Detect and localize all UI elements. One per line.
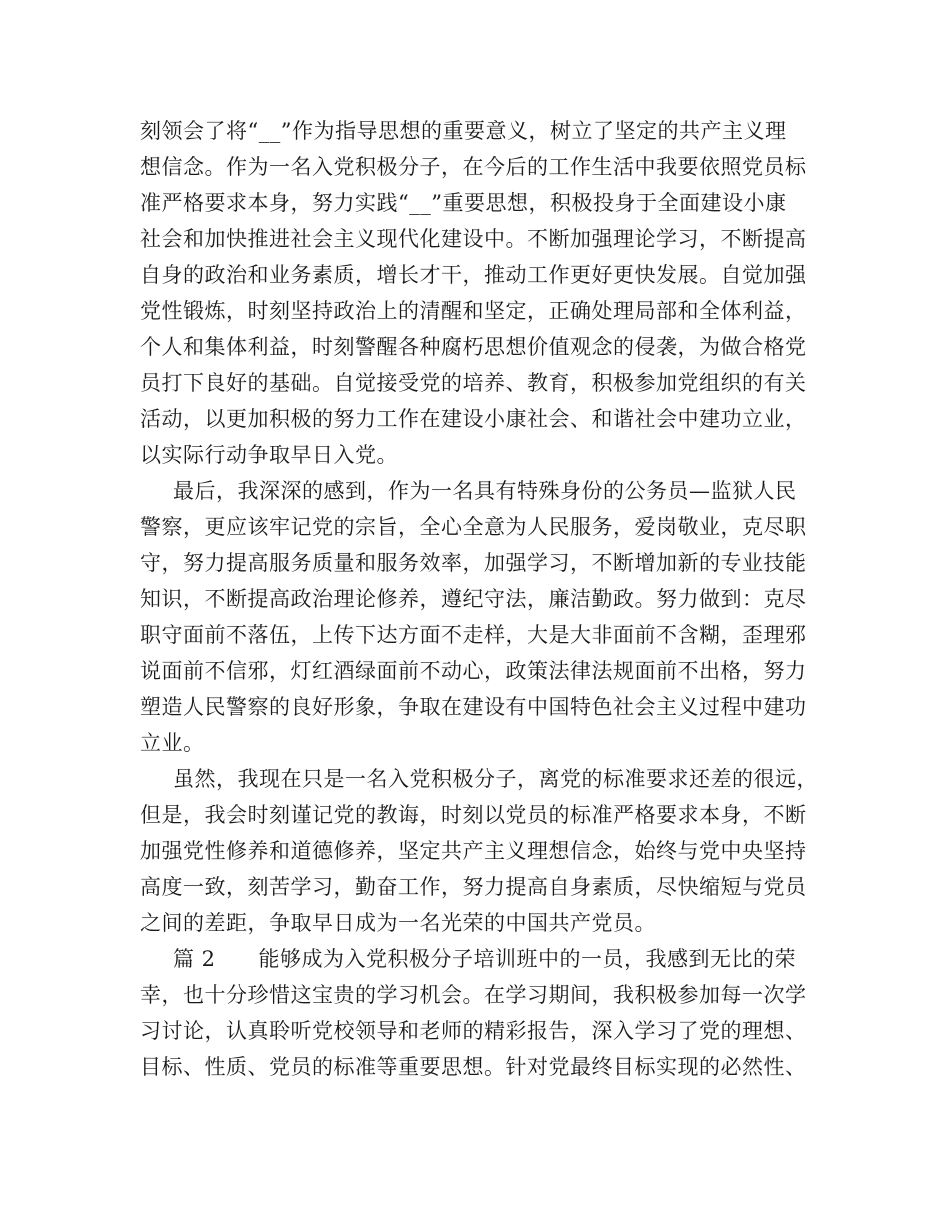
text-line-8: 员打下良好的基础。自觉接受党的培养、教育，积极参加党组织的有关 <box>140 371 807 395</box>
text-line-10: 以实际行动争取早日入党。 <box>140 443 398 467</box>
text-line-5: 自身的政治和业务素质，增长才干，推动工作更好更快发展。自觉加强 <box>140 263 807 287</box>
paragraph-start-line-19: 虽然，我现在只是一名入党积极分子，离党的标准要求还差的很远， <box>173 767 818 791</box>
text-line-4: 社会和加快推进社会主义现代化建设中。不断加强理论学习，不断提高 <box>140 227 807 251</box>
text-line-2: 想信念。作为一名入党积极分子，在今后的工作生活中我要依照党员标 <box>140 155 807 179</box>
text-line-21: 加强党性修养和道德修养，坚定共产主义理想信念，始终与党中央坚持 <box>140 839 807 863</box>
text-line-18: 立业。 <box>140 731 205 755</box>
text-line-17: 塑造人民警察的良好形象，争取在建设有中国特色社会主义过程中建功 <box>140 695 807 719</box>
text-line-27: 目标、性质、党员的标准等重要思想。针对党最终目标实现的必然性、 <box>140 1055 807 1079</box>
text-line-14: 知识，不断提高政治理论修养，遵纪守法，廉洁勤政。努力做到：克尽 <box>140 587 807 611</box>
section-heading-line-24: 篇 2 能够成为入党积极分子培训班中的一员，我感到无比的荣 <box>173 947 797 971</box>
text-line-6: 党性锻炼，时刻坚持政治上的清醒和坚定，正确处理局部和全体利益， <box>140 299 807 323</box>
text-line-20: 但是，我会时刻谨记党的教诲，时刻以党员的标准严格要求本身，不断 <box>140 803 807 827</box>
text-line-12: 警察，更应该牢记党的宗旨，全心全意为人民服务，爱岗敬业，克尽职 <box>140 515 807 539</box>
text-line-7: 个人和集体利益，时刻警醒各种腐朽思想价值观念的侵袭，为做合格党 <box>140 335 807 359</box>
paragraph-start-line-11: 最后，我深深的感到，作为一名具有特殊身份的公务员—监狱人民 <box>173 479 797 503</box>
text-line-15: 职守面前不落伍，上传下达方面不走样，大是大非面前不含糊，歪理邪 <box>140 623 807 647</box>
text-line-1: 刻领会了将“__”作为指导思想的重要意义，树立了坚定的共产主义理 <box>140 119 787 143</box>
text-line-3: 准严格要求本身，努力实践“__”重要思想，积极投身于全面建设小康 <box>140 191 787 215</box>
text-line-25: 幸，也十分珍惜这宝贵的学习机会。在学习期间，我积极参加每一次学 <box>140 983 807 1007</box>
text-line-26: 习讨论，认真聆听党校领导和老师的精彩报告，深入学习了党的理想、 <box>140 1019 807 1043</box>
text-line-16: 说面前不信邪，灯红酒绿面前不动心，政策法律法规面前不出格，努力 <box>140 659 807 683</box>
text-line-13: 守，努力提高服务质量和服务效率，加强学习，不断增加新的专业技能 <box>140 551 807 575</box>
document-body <box>140 113 830 1085</box>
text-line-23: 之间的差距，争取早日成为一名光荣的中国共产党员。 <box>140 911 656 935</box>
text-line-9: 活动，以更加积极的努力工作在建设小康社会、和谐社会中建功立业， <box>140 407 807 431</box>
text-line-22: 高度一致，刻苦学习，勤奋工作，努力提高自身素质，尽快缩短与党员 <box>140 875 807 899</box>
